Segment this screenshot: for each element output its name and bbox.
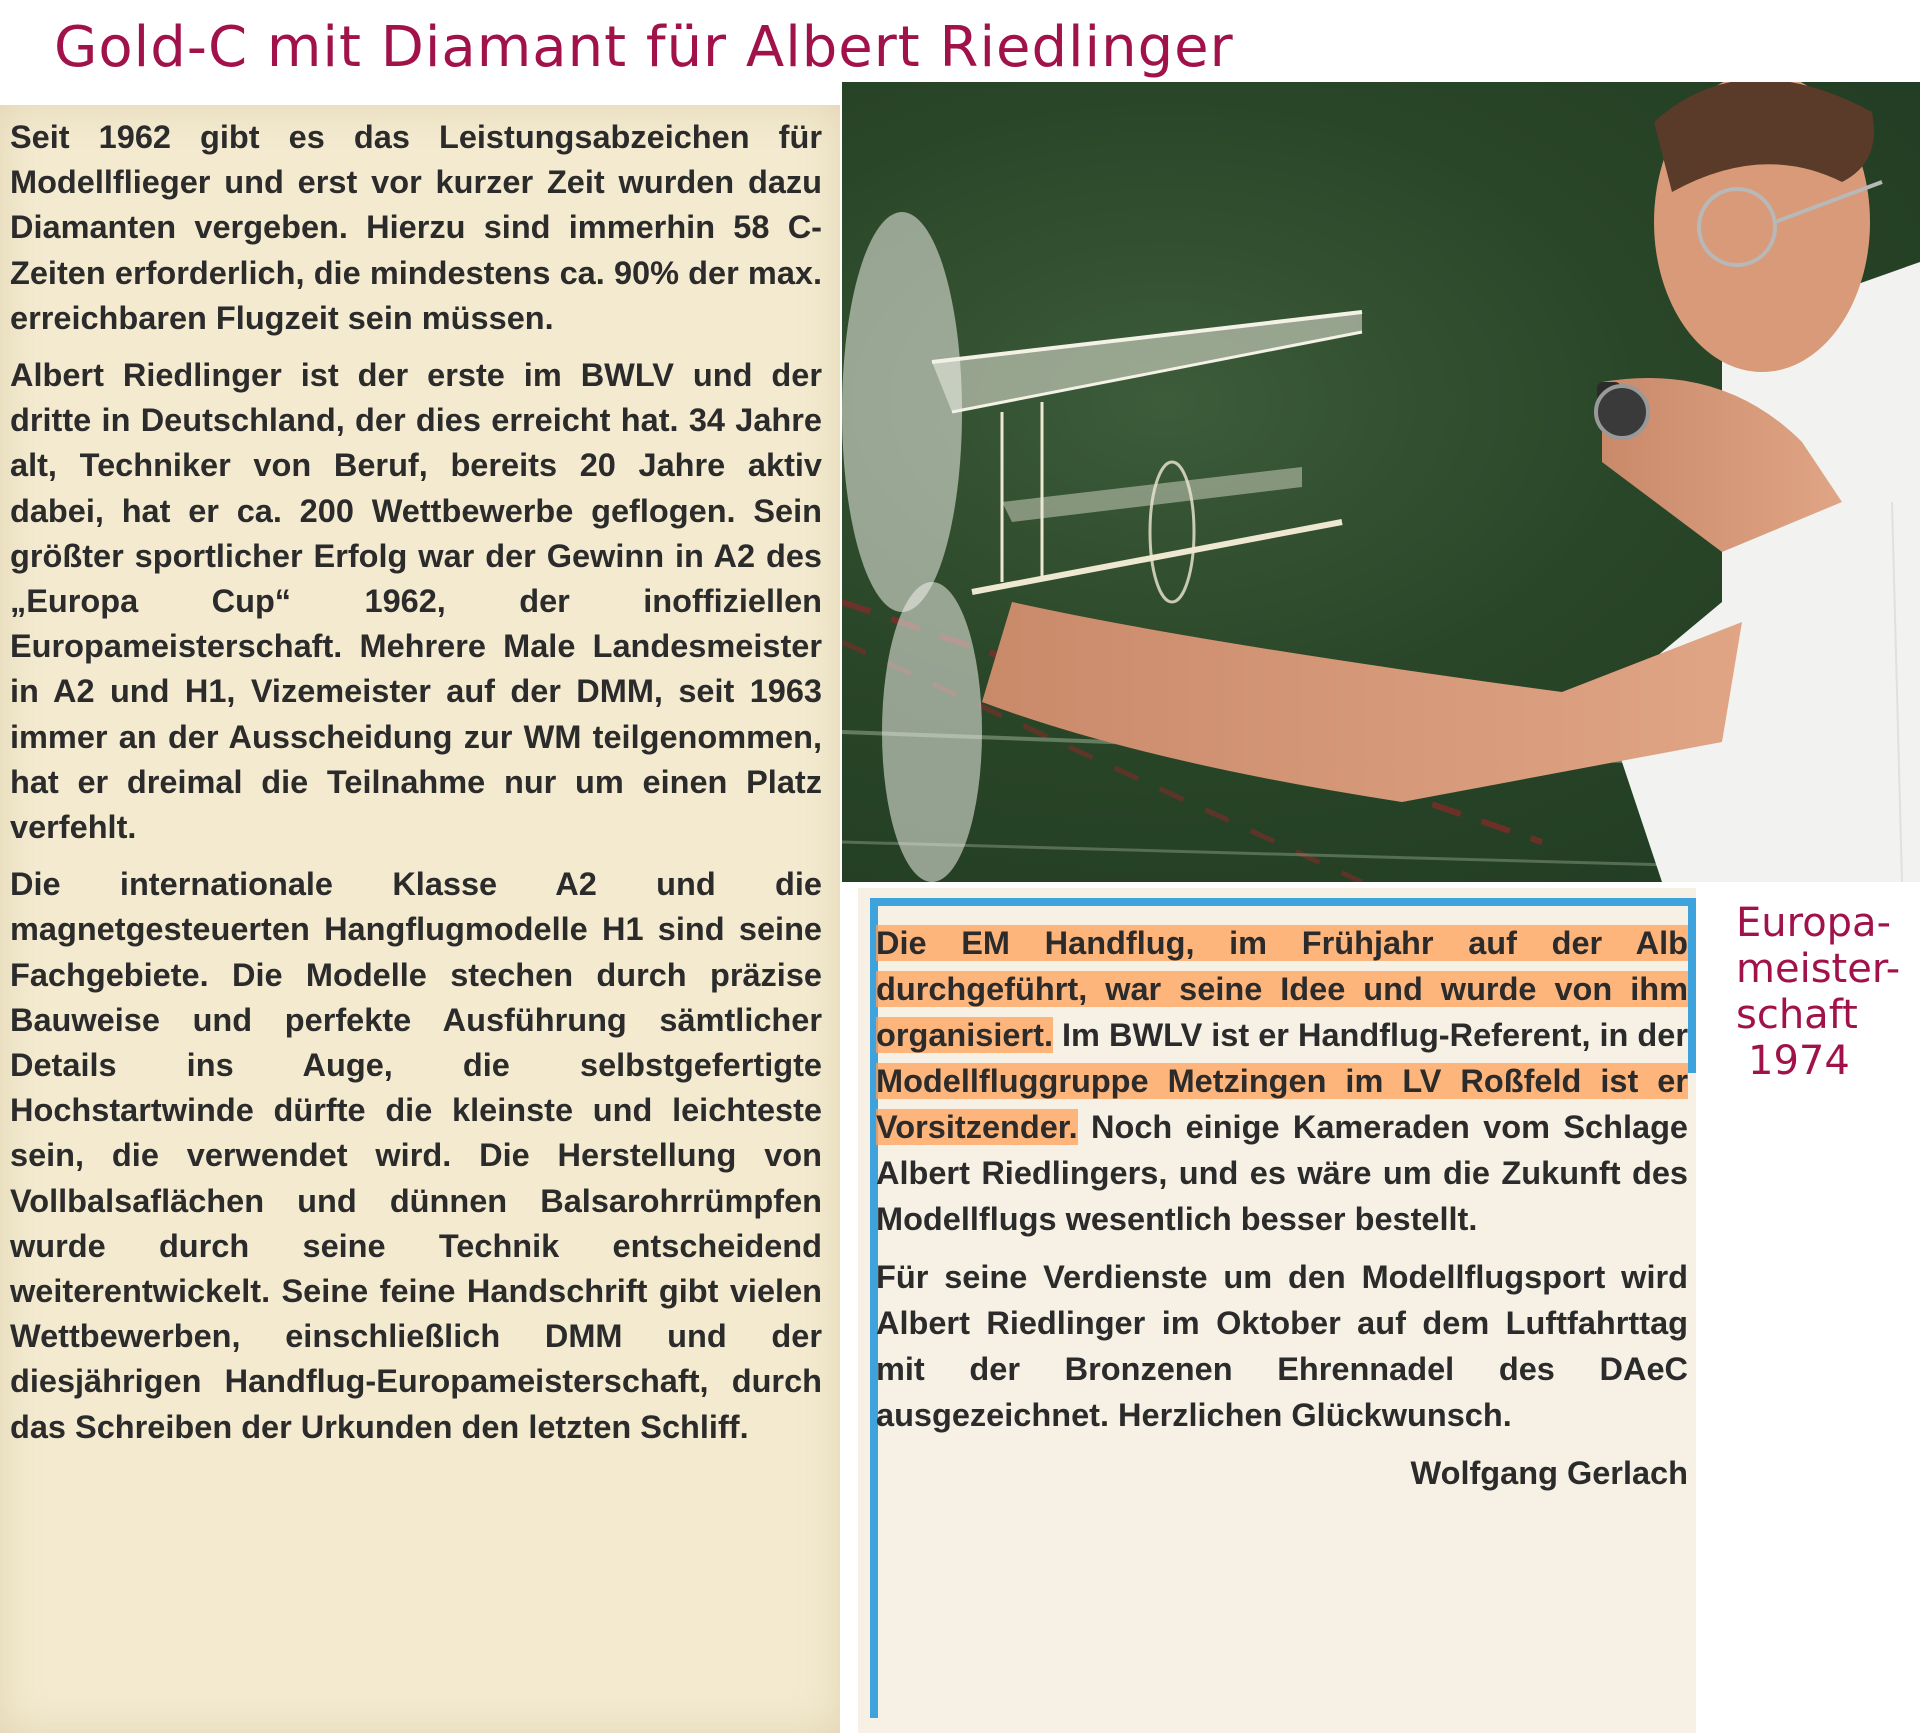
left-article-paragraph-2 xyxy=(10,353,822,850)
person-name: Albert Riedlinger xyxy=(10,357,282,394)
handwritten-side-note xyxy=(1736,900,1920,1084)
side-note-line-4: 1974 xyxy=(1748,1038,1850,1084)
side-note-line-3: schaft xyxy=(1736,992,1858,1038)
left-newspaper-clipping xyxy=(0,105,840,1733)
photo-illustration xyxy=(842,82,1920,882)
highlighted-text-1: Die EM Handflug, im Frühjahr auf der Alb durchgeführt, war seine Idee und wurde von ihm organisiert. xyxy=(876,925,1688,1053)
right-article-paragraph-2: Für seine Verdienste um den Modellflugsport wird Albert Riedlinger im Oktober auf dem Luftfahrttag mit der Bronzenen Ehrennadel des DAeC ausgezeichnet. Herzlichen Glückwunsch. xyxy=(876,1259,1688,1433)
right-article-text xyxy=(876,920,1688,1496)
right-newspaper-clipping xyxy=(858,888,1696,1733)
page-title: Gold-C mit Diamant für Albert Riedlinger xyxy=(0,0,1440,96)
left-article-paragraph-1: Seit 1962 gibt es das Leistungsabzeichen für Modellflieger und erst vor kurzer Zeit wurden dazu Diamanten vergeben. Hierzu sind immerhin 58 C-Zeiten erforderlich, die mindestens ca. 90% der max. erreichbaren Flugzeit sein müssen. xyxy=(10,119,822,336)
left-article-text xyxy=(10,115,822,1462)
side-note-line-2: meister- xyxy=(1736,946,1901,992)
side-note-line-1: Europa- xyxy=(1736,900,1891,946)
right-article-paragraph-1 xyxy=(876,920,1688,1242)
left-article-paragraph-3: Die internationale Klasse A2 und die magnetgesteuerten Hangflugmodelle H1 sind seine Fachgebiete. Die Modelle stechen durch präzise Bauweise und perfekte Ausführung sämtlicher Details ins Auge, die selbstgefertigte Hochstartwinde dürfte die kleinste und leichteste sein, die verwendet wird. Die Herstellung von Vollbalsaflächen und dünnen Balsarohrrümpfen wurde durch seine Technik entscheidend weiterentwickelt. Seine feine Handschrift gibt vielen Wettbewerben, einschließlich DMM und der diesjährigen Handflug-Europameisterschaft, durch das Schreiben der Urkunden den letzten Schliff. xyxy=(10,866,822,1445)
highlighted-text-2: Modellfluggruppe Metzingen im LV Roßfeld ist er Vorsitzender. xyxy=(876,1063,1688,1145)
author-signature: Wolfgang Gerlach xyxy=(1410,1455,1688,1491)
photo-model-flyer xyxy=(842,82,1920,882)
blue-marker-frame-right xyxy=(1688,898,1696,1073)
left-article-paragraph-2-rest: ist der erste im BWLV und der dritte in Deutschland, der dies erreicht hat. 34 Jahre alt, Techniker von Beruf, bereits 20 Jahre aktiv dabei, hat er ca. 200 Wettbewerbe geflogen. Sein größter sportlicher Erfolg war der Gewinn in A2 des „Europa Cup“ 1962, der inoffiziellen Europameisterschaft. Mehrere Male Landesmeister in A2 und H1, Vizemeister auf der DMM, seit 1963 immer an der Ausscheidung zur WM teilgenommen, hat er dreimal die Teilnahme nur um einen Platz verfehlt. xyxy=(10,357,823,846)
right-article-text-rest: Noch einige Kameraden vom Schlage Albert Riedlingers, und es wäre um die Zukunft des Modellflugs wesentlich besser bestellt. xyxy=(876,1109,1688,1237)
right-article-text-mid: Im BWLV ist er Handflug-Referent, in der xyxy=(1053,1017,1689,1053)
